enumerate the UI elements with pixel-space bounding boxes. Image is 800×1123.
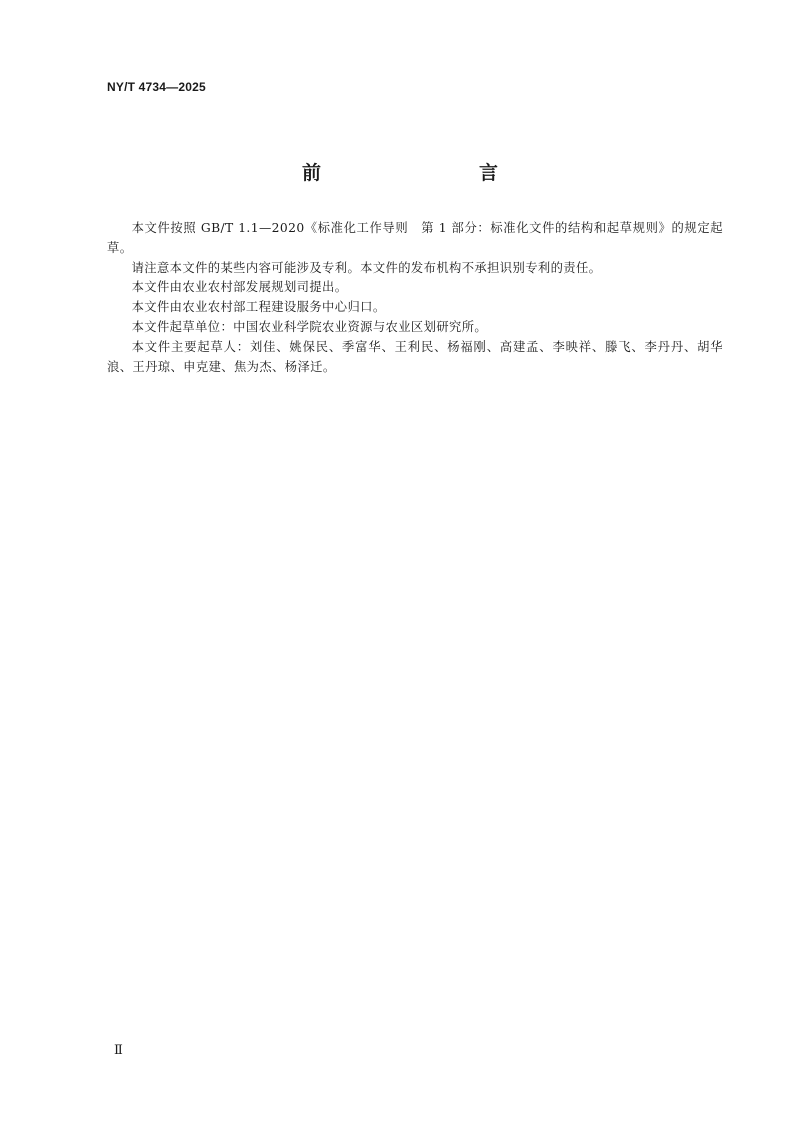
paragraph-patent-notice: 请注意本文件的某些内容可能涉及专利。本文件的发布机构不承担识别专利的责任。 (131, 260, 602, 275)
paragraph-centralized-by: 本文件由农业农村部工程建设服务中心归口。 (131, 300, 386, 315)
paragraph-drafting-organization: 本文件起草单位：中国农业科学院农业资源与农业区划研究所。 (131, 319, 488, 334)
page-number: Ⅱ (114, 1043, 123, 1058)
standard-number: NY/T 4734—2025 (107, 80, 206, 94)
foreword-body (107, 219, 723, 377)
paragraph-drafting-rules: 本文件按照 GB/T 1.1—2020《标准化工作导则 第 1 部分：标准化文件的结构和起草规则》的规定起草。 (107, 221, 723, 255)
page-title: 前 言 (301, 162, 538, 184)
paragraph-proposed-by: 本文件由农业农村部发展规划司提出。 (131, 280, 348, 295)
paragraph-drafters: 本文件主要起草人：刘佳、姚保民、季富华、王利民、杨福刚、高建孟、李映祥、滕飞、李丹丹、胡华浪、王丹琼、申克建、焦为杰、杨泽迁。 (107, 339, 723, 374)
